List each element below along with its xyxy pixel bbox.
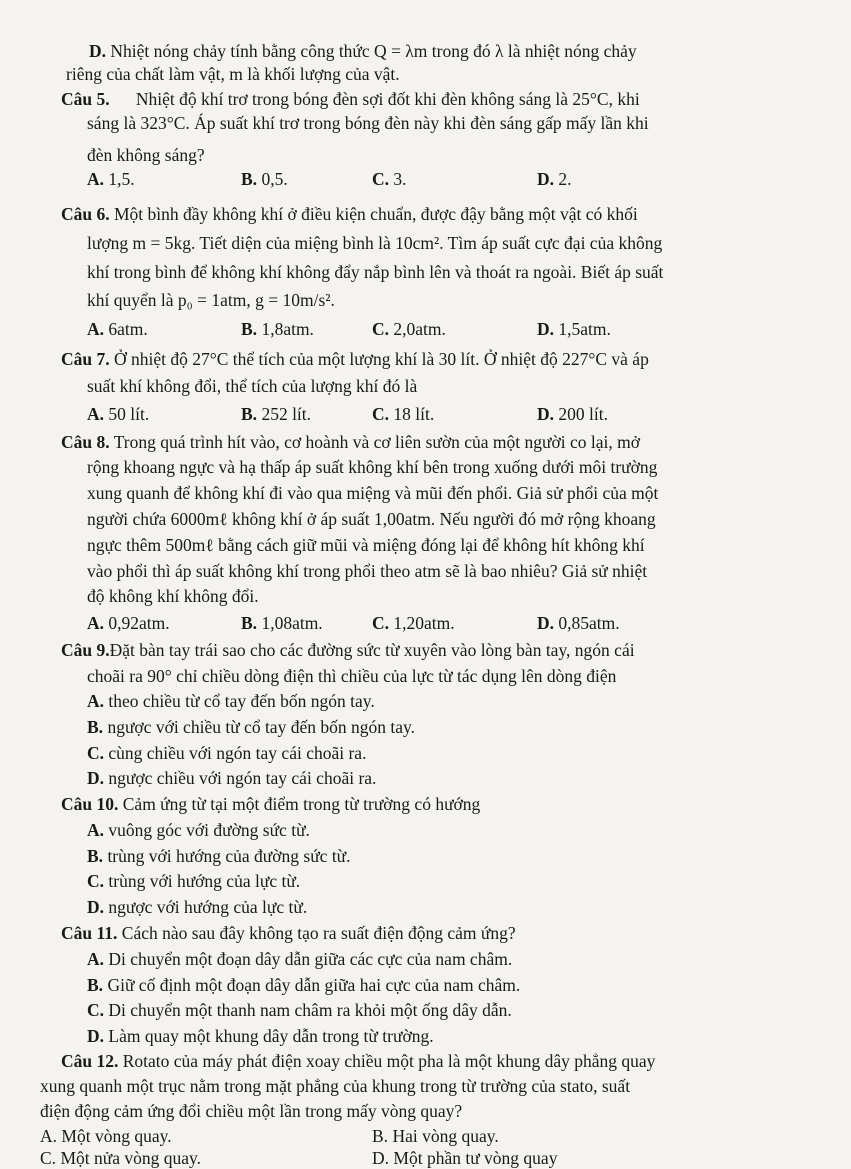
- q7-option-a[interactable]: A. 50 lít.: [87, 404, 150, 424]
- q5-option-b[interactable]: B. 0,5.: [241, 169, 288, 189]
- question-12: Câu 12. Rotato của máy phát điện xoay chiều một pha là một khung dây phẳng quay: [61, 1051, 656, 1071]
- question-8: Câu 8. Trong quá trình hít vào, cơ hoành và cơ liên sườn của một người co lại, mở: [61, 432, 641, 452]
- q10-option-a[interactable]: A. vuông góc với đường sức từ.: [87, 820, 310, 840]
- q5-option-d[interactable]: D. 2.: [537, 169, 572, 189]
- q11-option-d[interactable]: D. Làm quay một khung dây dẫn trong từ trường.: [87, 1026, 434, 1046]
- q9-option-c[interactable]: C. cùng chiều với ngón tay cái choãi ra.: [87, 743, 367, 763]
- q6-option-a[interactable]: A. 6atm.: [87, 319, 148, 339]
- q10-option-c[interactable]: C. trùng với hướng của lực từ.: [87, 871, 301, 891]
- question-12-line-3: điện động cảm ứng đổi chiều một lần trong mấy vòng quay?: [40, 1101, 463, 1121]
- q12-option-b[interactable]: B. Hai vòng quay.: [372, 1126, 499, 1146]
- q11-option-c[interactable]: C. Di chuyển một thanh nam châm ra khỏi một ống dây dẫn.: [87, 1000, 512, 1020]
- q6-option-b[interactable]: B. 1,8atm.: [241, 319, 314, 339]
- question-12-line-2: xung quanh một trục nằm trong mặt phẳng của khung trong từ trường của stato, suất: [40, 1076, 631, 1096]
- question-8-line-4: người chứa 6000mℓ không khí ở áp suất 1,00atm. Nếu người đó mở rộng khoang: [87, 509, 656, 529]
- q11-option-a[interactable]: A. Di chuyển một đoạn dây dẫn giữa các cực của nam châm.: [87, 949, 513, 969]
- question-5-line-2: sáng là 323°C. Áp suất khí trơ trong bóng đèn này khi đèn sáng gấp mấy lần khi: [87, 113, 649, 133]
- q5-option-c[interactable]: C. 3.: [372, 169, 407, 189]
- q11-option-b[interactable]: B. Giữ cố định một đoạn dây dẫn giữa hai cực của nam châm.: [87, 975, 521, 995]
- q6-option-d[interactable]: D. 1,5atm.: [537, 319, 611, 339]
- q6-option-c[interactable]: C. 2,0atm.: [372, 319, 446, 339]
- q9-option-d[interactable]: D. ngược chiều với ngón tay cái choãi ra.: [87, 768, 377, 788]
- q8-option-a[interactable]: A. 0,92atm.: [87, 613, 170, 633]
- question-5-line-3: đèn không sáng?: [87, 145, 205, 165]
- question-8-line-5: ngực thêm 500mℓ bằng cách giữ mũi và miệng đóng lại để không hít không khí: [87, 535, 645, 555]
- question-6-line-2: lượng m = 5kg. Tiết diện của miệng bình là 10cm². Tìm áp suất cực đại của không: [87, 233, 663, 253]
- question-9: Câu 9.Đặt bàn tay trái sao cho các đường sức từ xuyên vào lòng bàn tay, ngón cái: [61, 640, 635, 660]
- q9-option-b[interactable]: B. ngược với chiều từ cổ tay đến bốn ngón tay.: [87, 717, 415, 737]
- question-7-line-2: suất khí không đổi, thể tích của lượng khí đó là: [87, 376, 418, 396]
- question-5: Câu 5. Nhiệt độ khí trơ trong bóng đèn sợi đốt khi đèn không sáng là 25°C, khi: [61, 89, 640, 109]
- question-8-line-2: rộng khoang ngực và hạ thấp áp suất không khí bên trong xuống dưới môi trường: [87, 457, 658, 477]
- q8-option-d[interactable]: D. 0,85atm.: [537, 613, 620, 633]
- q5-option-a[interactable]: A. 1,5.: [87, 169, 135, 189]
- question-11: Câu 11. Cách nào sau đây không tạo ra suất điện động cảm ứng?: [61, 923, 516, 943]
- question-8-line-6: vào phổi thì áp suất không khí trong phổi theo atm sẽ là bao nhiêu? Giả sử nhiệt: [87, 561, 648, 581]
- question-6-line-4: khí quyển là p₀ = 1atm, g = 10m/s².: [87, 290, 335, 310]
- question-6: Câu 6. Một bình đầy không khí ở điều kiện chuẩn, được đậy bằng một vật có khối: [61, 204, 638, 224]
- q12-option-d[interactable]: D. Một phần tư vòng quay: [372, 1148, 558, 1168]
- question-6-line-3: khí trong bình để không khí không đẩy nắp bình lên và thoát ra ngoài. Biết áp suất: [87, 262, 664, 282]
- question-7: Câu 7. Ở nhiệt độ 27°C thể tích của một lượng khí là 30 lít. Ở nhiệt độ 227°C và áp: [61, 349, 649, 369]
- q8-option-c[interactable]: C. 1,20atm.: [372, 613, 455, 633]
- prev-option-d: D. Nhiệt nóng chảy tính bằng công thức Q = λm trong đó λ là nhiệt nóng chảy: [89, 41, 637, 61]
- question-10: Câu 10. Cảm ứng từ tại một điểm trong từ trường có hướng: [61, 794, 481, 814]
- question-8-line-7: độ không khí không đổi.: [87, 586, 259, 606]
- q7-option-c[interactable]: C. 18 lít.: [372, 404, 435, 424]
- q12-option-a[interactable]: A. Một vòng quay.: [40, 1126, 172, 1146]
- q7-option-b[interactable]: B. 252 lít.: [241, 404, 312, 424]
- q8-option-b[interactable]: B. 1,08atm.: [241, 613, 323, 633]
- question-9-line-2: choãi ra 90° chỉ chiều dòng điện thì chiều của lực từ tác dụng lên dòng điện: [87, 666, 617, 686]
- question-8-line-3: xung quanh để không khí đi vào qua miệng và mũi đến phổi. Giả sử phổi của một: [87, 483, 659, 503]
- prev-option-d-cont: riêng của chất làm vật, m là khối lượng của vật.: [66, 64, 400, 84]
- q10-option-b[interactable]: B. trùng với hướng của đường sức từ.: [87, 846, 351, 866]
- q10-option-d[interactable]: D. ngược với hướng của lực từ.: [87, 897, 308, 917]
- q9-option-a[interactable]: A. theo chiều từ cổ tay đến bốn ngón tay.: [87, 691, 375, 711]
- q12-option-c[interactable]: C. Một nửa vòng quay.: [40, 1148, 201, 1168]
- q7-option-d[interactable]: D. 200 lít.: [537, 404, 608, 424]
